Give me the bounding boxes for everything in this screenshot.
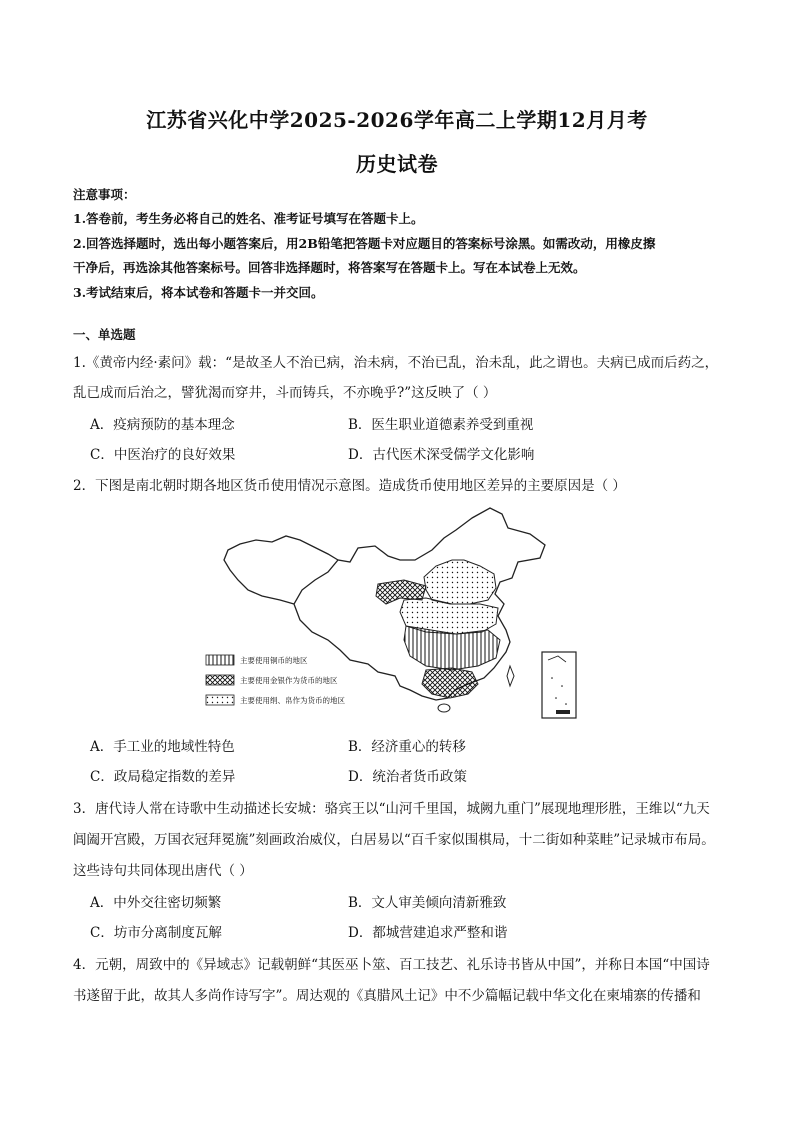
exam-title: 江苏省兴化中学2025-2026学年高二上学期12月月考: [146, 108, 648, 132]
q2-option-b: B．经济重心的转移: [348, 739, 466, 755]
q3-stem-line: 这些诗句共同体现出唐代（ ）: [73, 863, 253, 879]
q2-stem-line: 2．下图是南北朝时期各地区货币使用情况示意图。造成货币使用地区差异的主要原因是（ ）: [73, 478, 626, 494]
section-title: 一、单选题: [73, 327, 136, 342]
q3-option-b: B．文人审美倾向清新雅致: [348, 895, 507, 911]
notice-item: 干净后，再选涂其他答案标号。回答非选择题时，将答案写在答题卡上。写在本试卷上无效。: [73, 260, 586, 275]
legend-swatch-silk: [206, 695, 234, 705]
q2-option-a: A．手工业的地域性特色: [90, 739, 235, 755]
legend-label-silk: 主要使用绢、帛作为货币的地区: [240, 696, 345, 705]
q3-stem-line: 3．唐代诗人常在诗歌中生动描述长安城：骆宾王以“山河千里国，城阙九重门”展现地理形胜，王维以“九天: [73, 801, 710, 817]
notice-item: 3.考试结束后，将本试卷和答题卡一并交回。: [73, 285, 324, 300]
notice-item: 1.答卷前，考生务必将自己的姓名、准考证号填写在答题卡上。: [73, 211, 424, 226]
legend-swatch-copper: [206, 655, 234, 665]
taiwan-island: [507, 666, 514, 686]
q3-option-d: D．都城营建追求严整和谐: [348, 925, 508, 941]
q2-option-d: D．统治者货币政策: [348, 769, 467, 785]
q1-option-a: A．疫病预防的基本理念: [90, 417, 235, 433]
legend-label-gold-silver: 主要使用金银作为货币的地区: [240, 676, 338, 685]
q3-option-a: A．中外交往密切频繁: [90, 895, 222, 911]
q1-option-d: D．古代医术深受儒学文化影响: [348, 447, 535, 463]
q1-stem-line: 乱已成而后治之，譬犹渴而穿井，斗而铸兵，不亦晚乎?”这反映了（ ）: [73, 385, 497, 401]
q4-stem-line: 4．元朝，周致中的《异域志》记载朝鲜“其医巫卜筮、百工技艺、礼乐诗书皆从中国”，并称日本国“中国诗: [73, 957, 710, 973]
legend-swatch-gold-silver: [206, 675, 234, 685]
q1-option-b: B．医生职业道德素养受到重视: [348, 417, 534, 433]
notice-item: 2.回答选择题时，选出每小题答案后，用2B铅笔把答题卡对应题目的答案标号涂黑。如需改动，用橡皮擦: [73, 236, 656, 251]
hainan-island: [438, 704, 450, 712]
legend-label-copper: 主要使用铜币的地区: [240, 656, 308, 665]
south-china-sea-inset: [542, 652, 576, 718]
q3-stem-line: 阊阖开宫殿，万国衣冠拜冕旒”刻画政治威仪，白居易以“百千家似围棋局，十二街如种菜畦”记录城市布局。: [73, 832, 715, 848]
notice-heading: 注意事项：: [73, 187, 136, 202]
q1-stem-line: 1.《黄帝内经·素问》载：“是故圣人不治已病，治未病，不治已乱，治未乱，此之谓也。夫病已成而后药之，: [73, 355, 719, 371]
exam-subtitle: 历史试卷: [356, 152, 438, 176]
q1-option-c: C．中医治疗的良好效果: [90, 447, 236, 463]
q3-option-c: C．坊市分离制度瓦解: [90, 925, 222, 941]
q4-stem-line: 书遂留于此，故其人多尚作诗写字”。周达观的《真腊风土记》中不少篇幅记载中华文化在柬埔寨的传播和: [73, 988, 701, 1004]
q2-option-c: C．政局稳定指数的差异: [90, 769, 236, 785]
southern-northern-dynasties-currency-map: [200, 500, 600, 725]
